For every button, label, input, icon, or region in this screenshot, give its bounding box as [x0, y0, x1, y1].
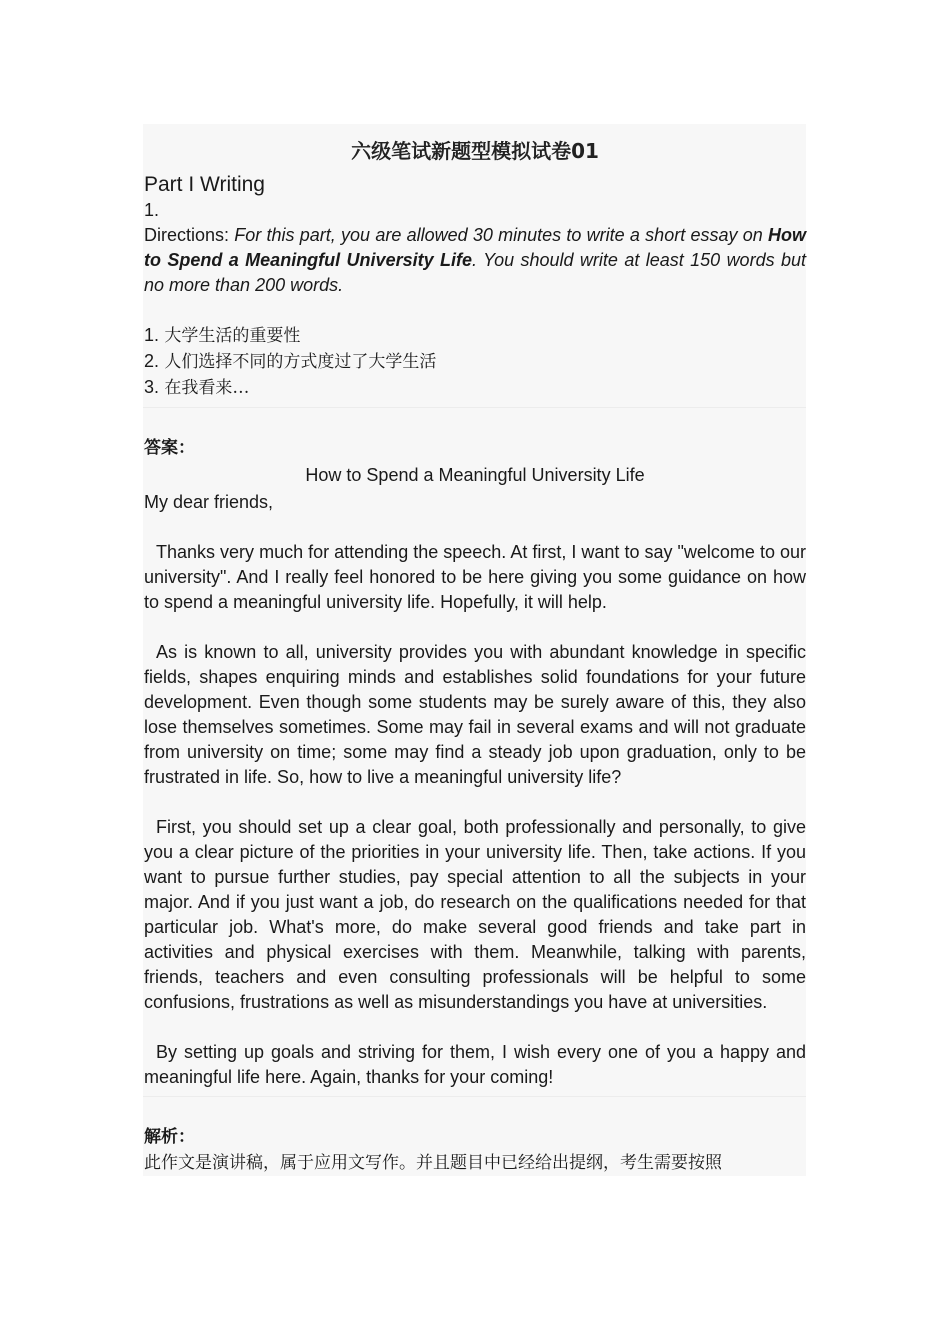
analysis-section	[143, 1096, 806, 1176]
outline-number: 2.	[144, 351, 160, 371]
essay-topic: How to Spend a Meaningful University Life	[144, 225, 806, 270]
outline-text: 在我看来…	[159, 378, 250, 398]
outline-item	[144, 323, 806, 349]
outline-text: 人们选择不同的方式度过了大学生活	[159, 352, 437, 372]
essay-greeting: My dear friends,	[144, 492, 274, 512]
page-title: 六级笔试新题型模拟试卷01	[351, 139, 599, 163]
spacer	[144, 615, 806, 640]
part-heading: Part I Writing	[144, 173, 265, 196]
analysis-label: 解析：	[144, 1127, 195, 1147]
directions-text-before: For this part, you are allowed 30 minutes to write a short essay on	[229, 225, 768, 245]
essay-paragraph-1: Thanks very much for attending the speech. At first, I want to say "welcome to our university". And I really feel honored to be here giving you some guidance on how to spend a meaningful university life. Hopefully, it will help.	[144, 542, 806, 612]
document-panel	[143, 124, 806, 1176]
question-number: 1.	[144, 200, 160, 220]
directions-text-after: . You should write at least 150 words but no more than 200 words.	[144, 250, 806, 295]
spacer	[144, 1015, 806, 1040]
essay-title: How to Spend a Meaningful University Life	[305, 465, 645, 485]
outline-number: 3.	[144, 377, 160, 397]
directions-label: Directions:	[144, 225, 230, 245]
outline-item	[144, 349, 806, 375]
analysis-text: 此作文是演讲稿，属于应用文写作。并且题目中已经给出提纲，考生需要按照	[144, 1153, 722, 1173]
essay-paragraph-2: As is known to all, university provides you with abundant knowledge in specific fields, shapes enquiring minds and establishes solid foundations for your future development. Even though some students may be surely aware of this, they also lose themselves sometimes. Some may fail in several exams and will not graduate from university on time; some may find a steady job upon graduation, only to be frustrated in life. So, how to live a meaningful university life?	[144, 642, 806, 787]
outline-text: 大学生活的重要性	[159, 326, 301, 346]
spacer	[144, 298, 806, 323]
outline-number: 1.	[144, 325, 160, 345]
directions-paragraph	[144, 223, 806, 298]
question-section	[143, 124, 806, 407]
answer-section	[143, 407, 806, 1096]
spacer	[144, 790, 806, 815]
essay-paragraph-4: By setting up goals and striving for them, I wish every one of you a happy and meaningful life here. Again, thanks for your coming!	[144, 1042, 806, 1087]
outline-item	[144, 375, 806, 401]
essay-paragraph-3: First, you should set up a clear goal, both professionally and personally, to give you a clear picture of the priorities in your university life. Then, take actions. If you want to pursue further studies, pay special attention to all the subjects in your major. And if you just want a job, do research on the qualifications needed for that particular job. What's more, do make several good friends and take part in activities and physical exercises with them. Meanwhile, talking with parents, friends, teachers and even consulting professionals will be helpful to some confusions, frustrations as well as misunderstandings you have at universities.	[144, 817, 806, 1012]
answer-label: 答案：	[144, 438, 195, 458]
spacer	[144, 515, 806, 540]
